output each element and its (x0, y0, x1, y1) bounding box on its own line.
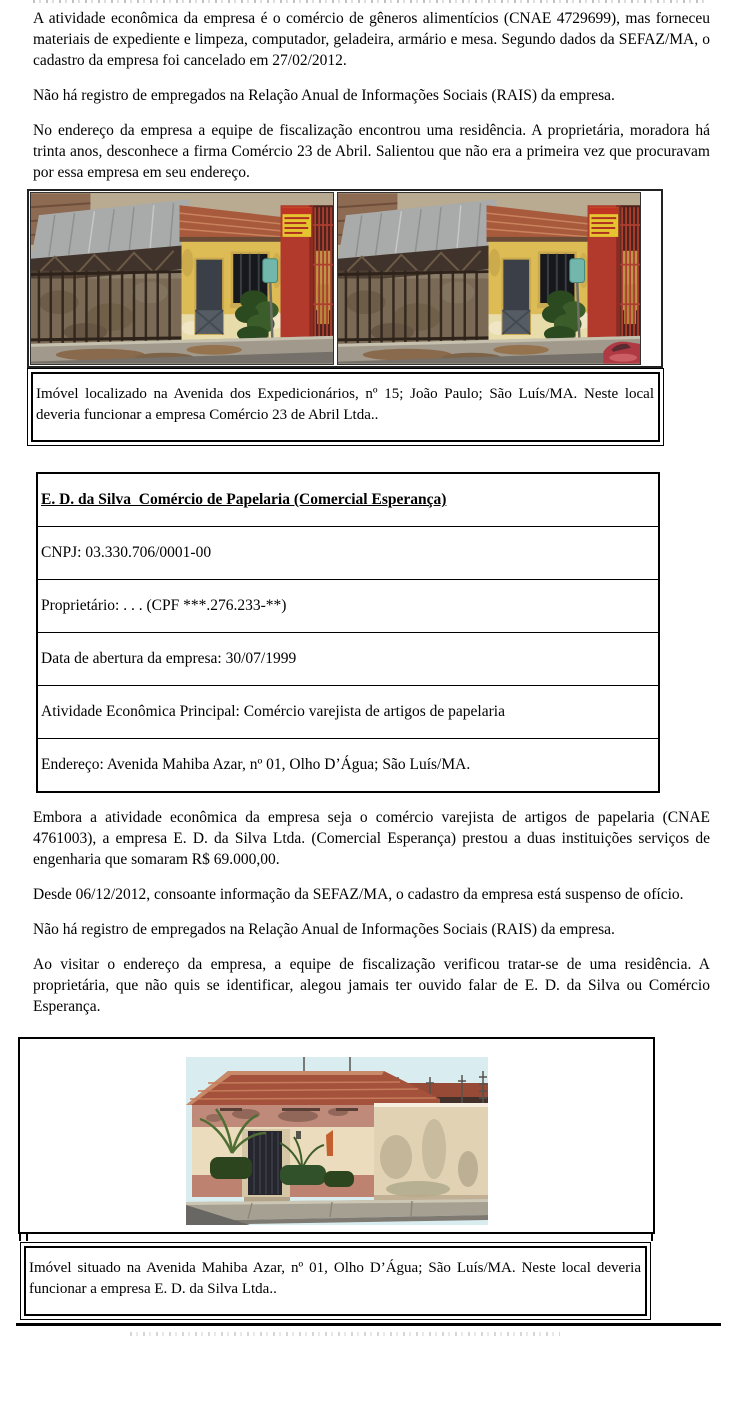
paragraph-sefaz-suspension: Desde 06/12/2012, consoante informação da SEFAZ/MA, o cadastro da empresa está suspenso de ofício. (33, 886, 684, 903)
cnpj-cell: CNPJ: 03.330.706/0001-00 (37, 527, 659, 580)
figure-photos-comercio-23-de-abril (27, 189, 663, 368)
border-artifact (19, 1233, 21, 1241)
paragraph-rais-ed-silva: Não há registro de empregados na Relação Anual de Informações Sociais (RAIS) da empresa. (33, 921, 615, 938)
table-row (37, 739, 659, 793)
figure2-caption: Imóvel situado na Avenida Mahiba Azar, nº 01, Olho D’Água; São Luís/MA. Neste local deveria funcionar a empresa E. D. da Silva Ltda.. (29, 1260, 641, 1297)
paragraph-activity-ed-silva: Embora a atividade econômica da empresa seja o comércio varejista de artigos de papelaria (CNAE 4761003), a empresa E. D. da Silva Ltda. (Comercial Esperança) prestou a duas instituições serviços de engenharia que somaram R$ 69.000,00. (33, 809, 710, 868)
table-row (37, 473, 659, 527)
figure-photo-mahiba-azar (18, 1037, 655, 1234)
paragraph-rais-comercio-23: Não há registro de empregados na Relação Anual de Informações Sociais (RAIS) da empresa. (33, 87, 615, 104)
company-info-table (36, 472, 660, 793)
figure2-caption-box (20, 1242, 651, 1320)
paragraph-inspection-comercio-23: No endereço da empresa a equipe de fiscalização encontrou uma residência. A proprietária, moradora há trinta anos, desconhece a firma Comércio 23 de Abril. Salientou que não era a primeira vez que procuravam por essa empresa em seu endereço. (33, 122, 710, 181)
figure1-caption-box (27, 368, 664, 446)
company-name-cell: E. D. da Silva Comércio de Papelaria (Comercial Esperança) (37, 473, 659, 527)
table-row (37, 633, 659, 686)
owner-cell: Proprietário: . . . (CPF ***.276.233-**) (37, 580, 659, 633)
table-row (37, 580, 659, 633)
property-photo-expedicionarios-left (30, 192, 334, 365)
main-activity-cell: Atividade Econômica Principal: Comércio varejista de artigos de papelaria (37, 686, 659, 739)
table-row (37, 686, 659, 739)
property-photo-mahiba-azar (186, 1057, 488, 1225)
figure1-caption: Imóvel localizado na Avenida dos Expedicionários, nº 15; João Paulo; São Luís/MA. Neste local deveria funcionar a empresa Comércio 23 de Abril Ltda.. (36, 386, 654, 423)
opening-date-cell: Data de abertura da empresa: 30/07/1999 (37, 633, 659, 686)
paragraph-inspection-ed-silva: Ao visitar o endereço da empresa, a equipe de fiscalização verificou tratar-se de uma residência. A proprietária, que não quis se identificar, alegou jamais ter ouvido falar de E. D. da Silva ou Comércio Esperança. (33, 956, 710, 1015)
address-cell: Endereço: Avenida Mahiba Azar, nº 01, Olho D’Água; São Luís/MA. (37, 739, 659, 793)
property-photo-expedicionarios-right (337, 192, 641, 365)
border-artifact (26, 1233, 28, 1241)
page-rule-line (16, 1323, 721, 1326)
cut-off-text-top (33, 0, 709, 3)
paragraph-activity-comercio-23: A atividade econômica da empresa é o comércio de gêneros alimentícios (CNAE 4729699), mas forneceu materiais de expediente e limpeza, computador, geladeira, armário e mesa. Segundo dados da SEFAZ/MA, o cadastro da empresa foi cancelado em 27/02/2012. (33, 10, 710, 69)
cut-off-text-bottom (130, 1332, 560, 1336)
border-artifact (651, 1233, 653, 1241)
table-row (37, 527, 659, 580)
